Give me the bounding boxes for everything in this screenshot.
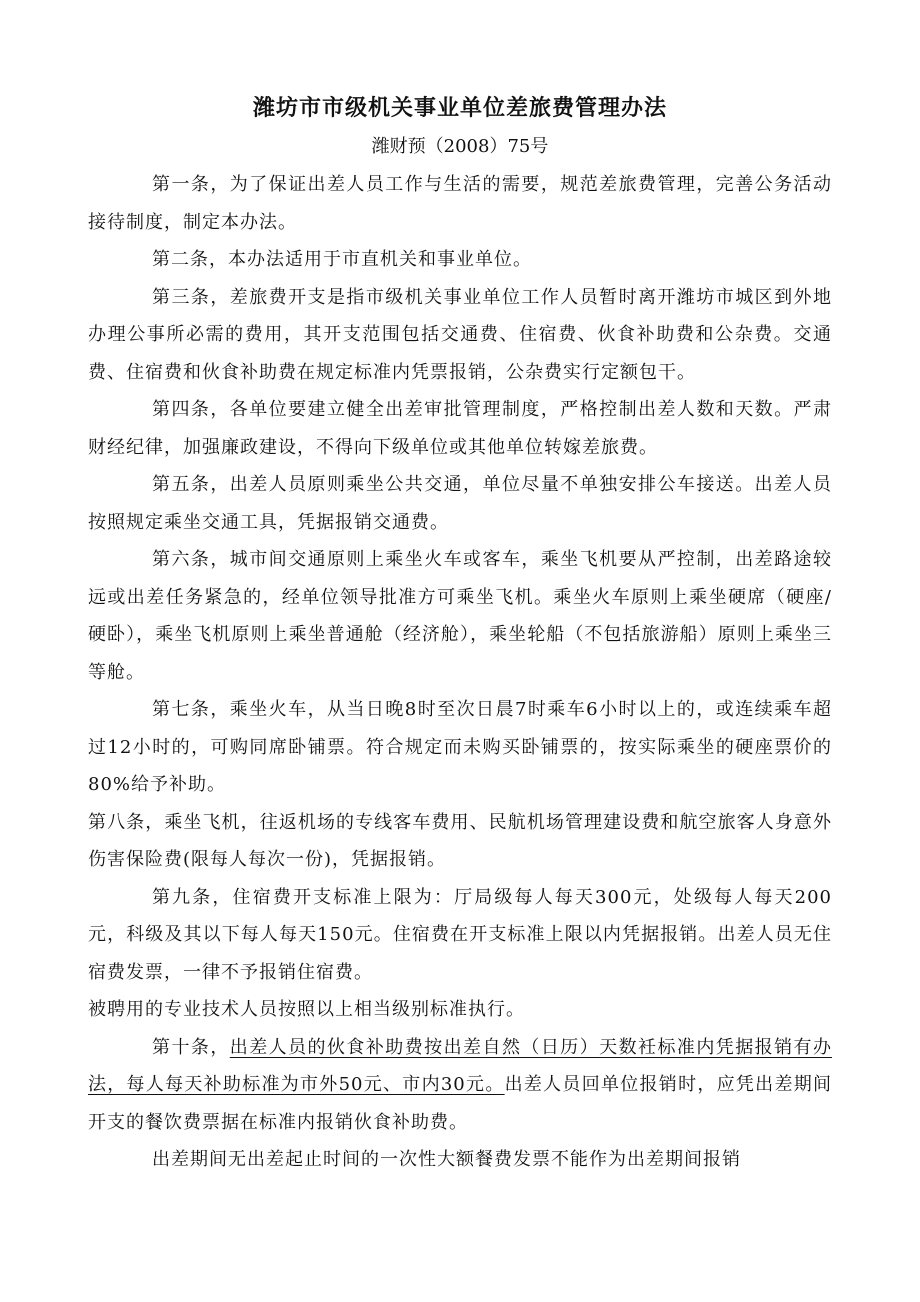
article-10-underlined: 出差人员的伙食补助费按出差自然（日历）天数衽标准内凭据报销有办法，每人每天补助标准为市外50元、市内30元。	[88, 1036, 832, 1095]
article-7: 第七条，乘坐火车，从当日晚8时至次日晨7时乘车6小时以上的，或连续乘车超过12小时的，可购同席卧铺票。符合规定而未购买卧铺票的，按实际乘坐的硬座票价的80%给予补助。	[88, 699, 832, 795]
article-5: 第五条，出差人员原则乘坐公共交通，单位尽量不单独安排公车接送。出差人员按照规定乘坐交通工具，凭据报销交通费。	[88, 474, 832, 533]
article-3: 第三条，差旅费开支是指市级机关事业单位工作人员暂时离开潍坊市城区到外地办理公事所必需的费用，其开支范围包括交通费、住宿费、伙食补助费和公杂费。交通费、住宿费和伙食补助费在规定标准内凭票报销，公杂费实行定额包干。	[88, 286, 832, 383]
article-4: 第四条，各单位要建立健全出差审批管理制度，严格控制出差人数和天数。严肃财经纪律，加强廉政建设，不得向下级单位或其他单位转嫁差旅费。	[88, 399, 832, 458]
document-number: 潍财预（2008）75号	[371, 136, 549, 157]
article-8: 第八条，乘坐飞机，往返机场的专线客车费用、民航机场管理建设费和航空旅客人身意外伤害保险费(限每人每次一份)，凭据报销。	[88, 811, 832, 870]
article-6: 第六条，城市间交通原则上乘坐火车或客车，乘坐飞机要从严控制，出差路途较远或出差任务紧急的，经单位领导批准方可乘坐飞机。乘坐火车原则上乘坐硬席（硬座/硬卧），乘坐飞机原则上乘坐普通舱（经济舱），乘坐轮船（不包括旅游船）原则上乘坐三等舱。	[88, 549, 832, 683]
article-10-note: 出差期间无出差起止时间的一次性大额餐费发票不能作为出差期间报销	[152, 1149, 741, 1170]
article-10-suffix: 出差人员回单位报销时，应凭出差期间开支的餐饮费票据在标准内报销伙食补助费。	[88, 1074, 832, 1133]
article-2: 第二条，本办法适用于市直机关和事业单位。	[152, 249, 532, 270]
article-1: 第一条，为了保证出差人员工作与生活的需要，规范差旅费管理，完善公务活动接待制度，制定本办法。	[88, 174, 832, 233]
document-page	[88, 94, 832, 1179]
article-9: 第九条，住宿费开支标准上限为：厅局级每人每天300元，处级每人每天200元，科级及其以下每人每天150元。住宿费在开支标准上限以内凭据报销。出差人员无住宿费发票，一律不予报销住宿费。	[88, 886, 832, 983]
article-9-note: 被聘用的专业技术人员按照以上相当级别标准执行。	[88, 999, 525, 1020]
article-10	[88, 1029, 832, 1142]
document-title: 潍坊市市级机关事业单位差旅费管理办法	[252, 96, 667, 121]
article-10-prefix: 第十条，	[152, 1036, 230, 1058]
